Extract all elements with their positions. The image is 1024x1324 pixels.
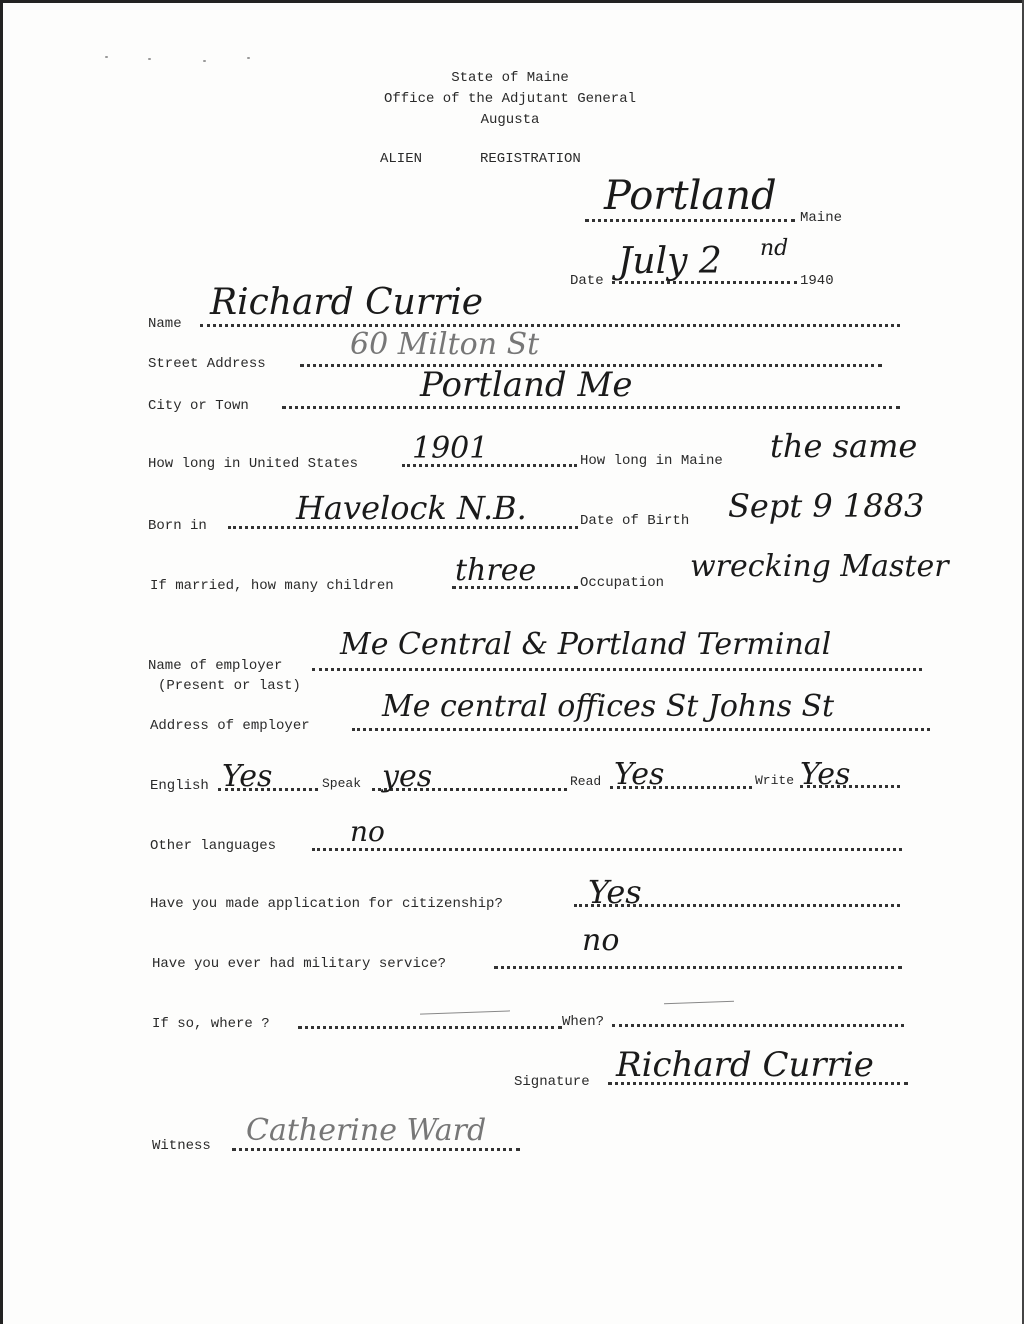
born-value: Havelock N.B. xyxy=(296,489,527,527)
emp-addr-value: Me central offices St Johns St xyxy=(382,689,835,724)
street-label: Street Address xyxy=(148,356,266,372)
city-label: City or Town xyxy=(148,398,249,414)
where-label: If so, where ? xyxy=(152,1016,270,1032)
place-suffix: Maine xyxy=(800,210,843,226)
write-value: Yes xyxy=(800,757,851,792)
form-title-alien: ALIEN xyxy=(380,151,423,167)
military-dots xyxy=(494,966,902,969)
dob-value: Sept 9 1883 xyxy=(728,487,925,525)
other-lang-label: Other languages xyxy=(150,838,277,854)
when-label: When? xyxy=(562,1014,605,1030)
where-blank-mark xyxy=(420,1010,510,1014)
military-label: Have you ever had military service? xyxy=(152,956,447,972)
date-superscript: nd xyxy=(760,236,789,261)
citizenship-label: Have you made application for citizenship? xyxy=(150,896,503,912)
city-dots xyxy=(282,406,900,409)
when-dots xyxy=(612,1024,904,1027)
maine-value: the same xyxy=(770,427,918,465)
other-lang-value: no xyxy=(350,815,385,848)
emp-addr-label: Address of employer xyxy=(150,718,310,734)
name-dots xyxy=(200,324,900,327)
born-label: Born in xyxy=(148,518,207,534)
name-value: Richard Currie xyxy=(210,282,484,323)
other-lang-dots xyxy=(312,848,902,851)
employer-dots xyxy=(312,668,922,671)
occupation-label: Occupation xyxy=(580,575,665,591)
read-value: Yes xyxy=(614,757,665,792)
name-label: Name xyxy=(148,316,182,332)
witness-value: Catherine Ward xyxy=(246,1113,487,1148)
emp-addr-dots xyxy=(352,728,930,731)
scan-border-top xyxy=(0,0,1024,3)
employer-label: Name of employer xyxy=(148,658,283,674)
header-state: State of Maine xyxy=(451,70,569,86)
citizenship-value: Yes xyxy=(588,873,642,911)
military-value: no xyxy=(582,923,620,958)
date-year: 1940 xyxy=(800,273,834,289)
scan-border-left xyxy=(0,0,3,1324)
date-label: Date xyxy=(570,273,604,289)
occupation-value: wrecking Master xyxy=(690,549,949,584)
read-label: Read xyxy=(570,774,602,789)
scan-speck xyxy=(203,60,206,62)
us-value: 1901 xyxy=(412,431,489,466)
signature-value: Richard Currie xyxy=(616,1045,874,1085)
children-label: If married, how many children xyxy=(150,578,394,594)
employer-value: Me Central & Portland Terminal xyxy=(340,627,832,662)
where-dots xyxy=(298,1026,562,1029)
when-blank-mark xyxy=(664,1001,734,1004)
scan-speck xyxy=(105,56,108,58)
scan-speck xyxy=(148,58,151,60)
city-value: Portland Me xyxy=(420,365,633,405)
speak-label: Speak xyxy=(322,776,362,791)
signature-label: Signature xyxy=(514,1074,590,1090)
employer-sublabel: (Present or last) xyxy=(158,678,301,694)
form-title-registration: REGISTRATION xyxy=(480,151,581,167)
witness-dots xyxy=(232,1148,520,1151)
place-value: Portland xyxy=(604,173,777,219)
us-label: How long in United States xyxy=(148,456,359,472)
date-value: July 2 xyxy=(618,241,722,282)
header-city: Augusta xyxy=(480,112,540,128)
header-office: Office of the Adjutant General xyxy=(383,91,637,107)
maine-label: How long in Maine xyxy=(580,453,723,469)
english-value: Yes xyxy=(222,759,273,794)
dob-label: Date of Birth xyxy=(580,513,690,529)
witness-label: Witness xyxy=(152,1138,211,1154)
children-value: three xyxy=(455,553,537,588)
place-dots xyxy=(585,219,795,222)
street-value: 60 Milton St xyxy=(350,327,540,362)
write-label: Write xyxy=(755,773,795,788)
scan-speck xyxy=(247,57,250,59)
english-label: English xyxy=(150,778,209,794)
speak-value: yes xyxy=(382,759,433,794)
